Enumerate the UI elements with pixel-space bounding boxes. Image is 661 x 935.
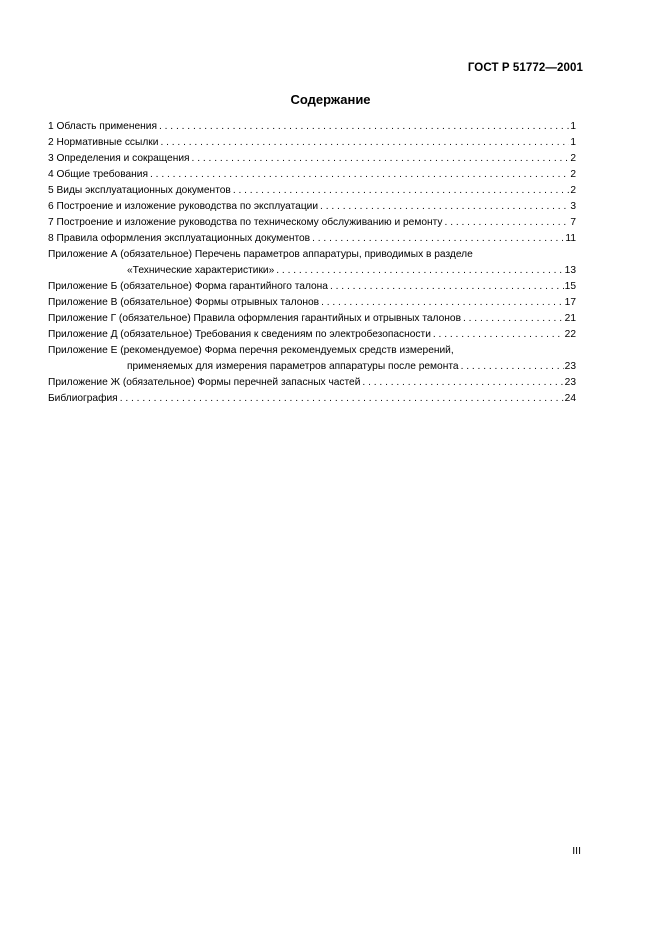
table-of-contents (48, 119, 576, 407)
toc-leader-dots (362, 375, 563, 391)
toc-entry[interactable] (48, 119, 576, 135)
toc-entry-title-line1: Приложение А (обязательное) Перечень параметров аппаратуры, приводимых в разделе (48, 249, 473, 260)
toc-entry-page: 1 (570, 137, 576, 148)
toc-entry-title: Приложение Д (обязательное) Требования к сведениям по электробезопасности (48, 329, 431, 340)
toc-entry[interactable] (48, 215, 576, 231)
toc-entry-page: 21 (564, 313, 576, 324)
toc-entry[interactable] (48, 151, 576, 167)
toc-entry-page: 11 (565, 233, 576, 244)
toc-leader-dots (192, 151, 570, 167)
toc-entry-title: 7 Построение и изложение руководства по техническому обслуживанию и ремонту (48, 217, 443, 228)
toc-entry-title: Приложение В (обязательное) Формы отрывных талонов (48, 297, 320, 308)
toc-entry[interactable] (48, 279, 576, 295)
toc-entry-page: 13 (564, 265, 576, 276)
toc-entry-title: 5 Виды эксплуатационных документов (48, 185, 231, 196)
toc-leader-dots (276, 263, 563, 279)
toc-entry-title: Библиография (48, 393, 118, 404)
toc-entry-title: применяемых для измерения параметров аппаратуры после ремонта (127, 361, 459, 372)
toc-entry[interactable] (48, 199, 576, 215)
toc-leader-dots (320, 199, 569, 215)
toc-entry[interactable] (48, 327, 576, 343)
toc-entry-page: 1 (570, 121, 576, 132)
toc-entry-continuation (48, 359, 576, 375)
toc-leader-dots (321, 295, 564, 311)
toc-leader-dots (461, 359, 564, 375)
page-number: III (572, 845, 581, 857)
toc-entry[interactable] (48, 183, 576, 199)
toc-entry-title-line1: Приложение Е (рекомендуемое) Форма перечня рекомендуемых средств измерений, (48, 345, 454, 356)
toc-entry[interactable] (48, 135, 576, 151)
toc-entry-continuation (48, 263, 576, 279)
toc-entry-page: 15 (564, 281, 576, 292)
toc-entry-title: 3 Определения и сокращения (48, 153, 190, 164)
toc-leader-dots (120, 391, 564, 407)
toc-entry-page: 2 (570, 169, 576, 180)
toc-entry-title: 4 Общие требования (48, 169, 149, 180)
document-code: ГОСТ Р 51772—2001 (467, 62, 583, 74)
toc-entry-title: «Технические характеристики» (127, 265, 275, 276)
toc-entry-title: 1 Область применения (48, 121, 157, 132)
toc-entry-title: Приложение Г (обязательное) Правила оформления гарантийных и отрывных талонов (48, 313, 461, 324)
toc-entry-page: 22 (564, 329, 576, 340)
toc-entry-multiline[interactable] (48, 343, 576, 375)
toc-entry[interactable] (48, 167, 576, 183)
toc-entry[interactable] (48, 311, 576, 327)
toc-entry-page: 23 (564, 361, 576, 372)
toc-entry-title: 2 Нормативные ссылки (48, 137, 159, 148)
toc-entry[interactable] (48, 391, 576, 407)
toc-leader-dots (159, 119, 569, 135)
toc-entry[interactable] (48, 295, 576, 311)
toc-entry[interactable] (48, 375, 576, 391)
toc-entry-page: 3 (570, 201, 576, 212)
toc-entry-page: 7 (570, 217, 576, 228)
toc-leader-dots (433, 327, 564, 343)
toc-entry-multiline[interactable] (48, 247, 576, 279)
toc-leader-dots (150, 167, 569, 183)
toc-entry-page: 24 (564, 393, 576, 404)
toc-entry[interactable] (48, 231, 576, 247)
toc-entry-title: 6 Построение и изложение руководства по эксплуатации (48, 201, 319, 212)
toc-entry-page: 23 (564, 377, 576, 388)
toc-leader-dots (330, 279, 564, 295)
toc-entry-title: 8 Правила оформления эксплуатационных документов (48, 233, 311, 244)
toc-entry-page: 2 (570, 185, 576, 196)
toc-entry-page: 17 (564, 297, 576, 308)
toc-title: Содержание (290, 92, 371, 107)
toc-entry-page: 2 (570, 153, 576, 164)
toc-leader-dots (463, 311, 564, 327)
toc-entry-title: Приложение Ж (обязательное) Формы перечней запасных частей (48, 377, 361, 388)
toc-leader-dots (233, 183, 570, 199)
toc-entry-title: Приложение Б (обязательное) Форма гарантийного талона (48, 281, 328, 292)
toc-leader-dots (160, 135, 569, 151)
toc-leader-dots (445, 215, 570, 231)
toc-leader-dots (312, 231, 564, 247)
